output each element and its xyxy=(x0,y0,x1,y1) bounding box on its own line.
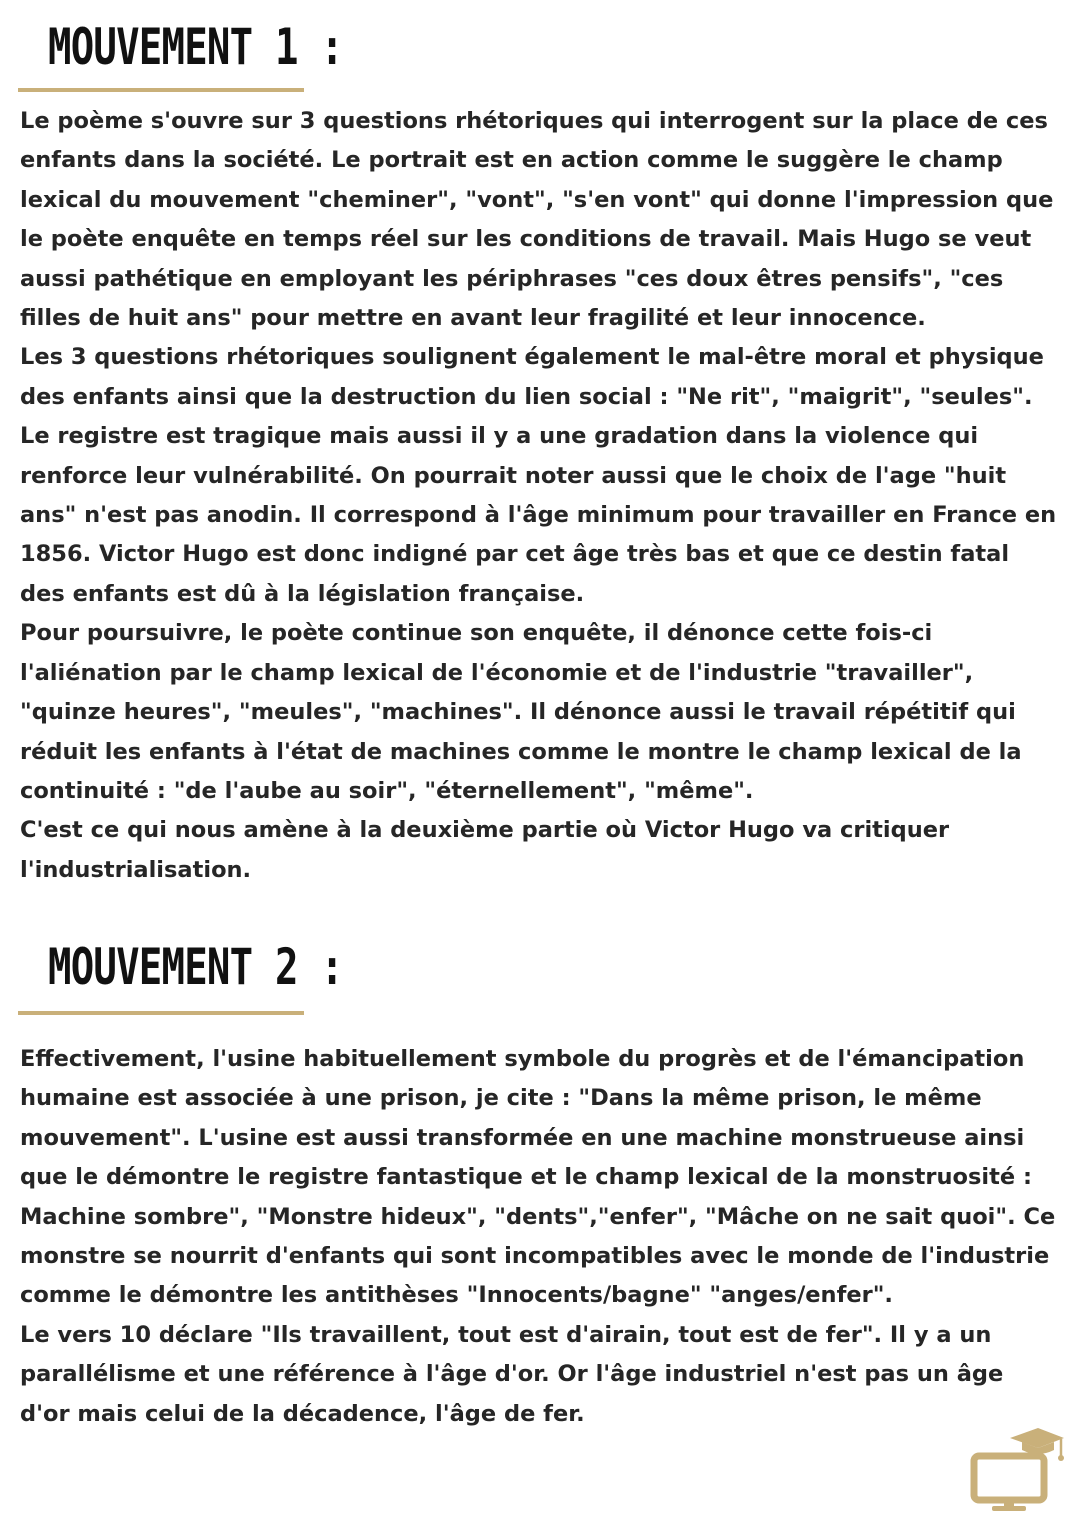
section-1-body xyxy=(20,102,1060,890)
monitor-graduation-cap-icon xyxy=(966,1428,1066,1512)
section-2-paragraph: Effectivement, l'usine habituellement symbole du progrès et de l'émancipation humaine est associée à une prison, je cite : "Dans la même prison, le même mouvement". L'usine est aussi transformée en une machine monstrueuse ainsi que le démontre le registre fantastique et le champ lexical de la monstruosité : Machine sombre", "Monstre hideux", "dents","enfer", "Mâche on ne sait quoi". Ce monstre se nourrit d'enfants qui sont incompatibles avec le monde de l'industrie comme le démontre les antithèses "Innocents/bagne" "anges/enfer". xyxy=(20,1046,1056,1309)
section-1-paragraph: Le poème s'ouvre sur 3 questions rhétoriques qui interrogent sur la place de ces enfants dans la société. Le portrait est en action comme le suggère le champ lexical du mouvement "cheminer", "vont", "s'en vont" qui donne l'impression que le poète enquête en temps réel sur les conditions de travail. Mais Hugo se veut aussi pathétique en employant les périphrases "ces doux êtres pensifs", "ces filles de huit ans" pour mettre en avant leur fragilité et leur innocence. xyxy=(20,108,1054,332)
section-2-paragraph: Le vers 10 déclare "Ils travaillent, tout est d'airain, tout est de fer". Il y a un parallélisme et une référence à l'âge d'or. Or l'âge industriel n'est pas un âge d'or mais celui de la décadence, l'âge de fer. xyxy=(20,1321,1004,1427)
section-2-body xyxy=(20,1040,1060,1434)
section-2-heading: MOUVEMENT 2 : xyxy=(48,938,344,996)
section-1-underline xyxy=(18,88,304,92)
section-1-heading: MOUVEMENT 1 : xyxy=(48,18,344,76)
section-2-underline xyxy=(18,1011,304,1015)
section-1-paragraph: Les 3 questions rhétoriques soulignent également le mal-être moral et physique des enfants ainsi que la destruction du lien social : "Ne rit", "maigrit", "seules". Le registre est tragique mais aussi il y a une gradation dans la violence qui renforce leur vulnérabilité. On pourrait noter aussi que le choix de l'age "huit ans" n'est pas anodin. Il correspond à l'âge minimum pour travailler en France en 1856. Victor Hugo est donc indigné par cet âge très bas et que ce destin fatal des enfants est dû à la législation française. xyxy=(20,344,1057,607)
section-1-paragraph: C'est ce qui nous amène à la deuxième partie où Victor Hugo va critiquer l'industrialisation. xyxy=(20,817,950,883)
section-1-paragraph: Pour poursuivre, le poète continue son enquête, il dénonce cette fois-ci l'aliénation par le champ lexical de l'économie et de l'industrie "travailler", "quinze heures", "meules", "machines". Il dénonce aussi le travail répétitif qui réduit les enfants à l'état de machines comme le montre le champ lexical de la continuité : "de l'aube au soir", "éternellement", "même". xyxy=(20,620,1022,804)
